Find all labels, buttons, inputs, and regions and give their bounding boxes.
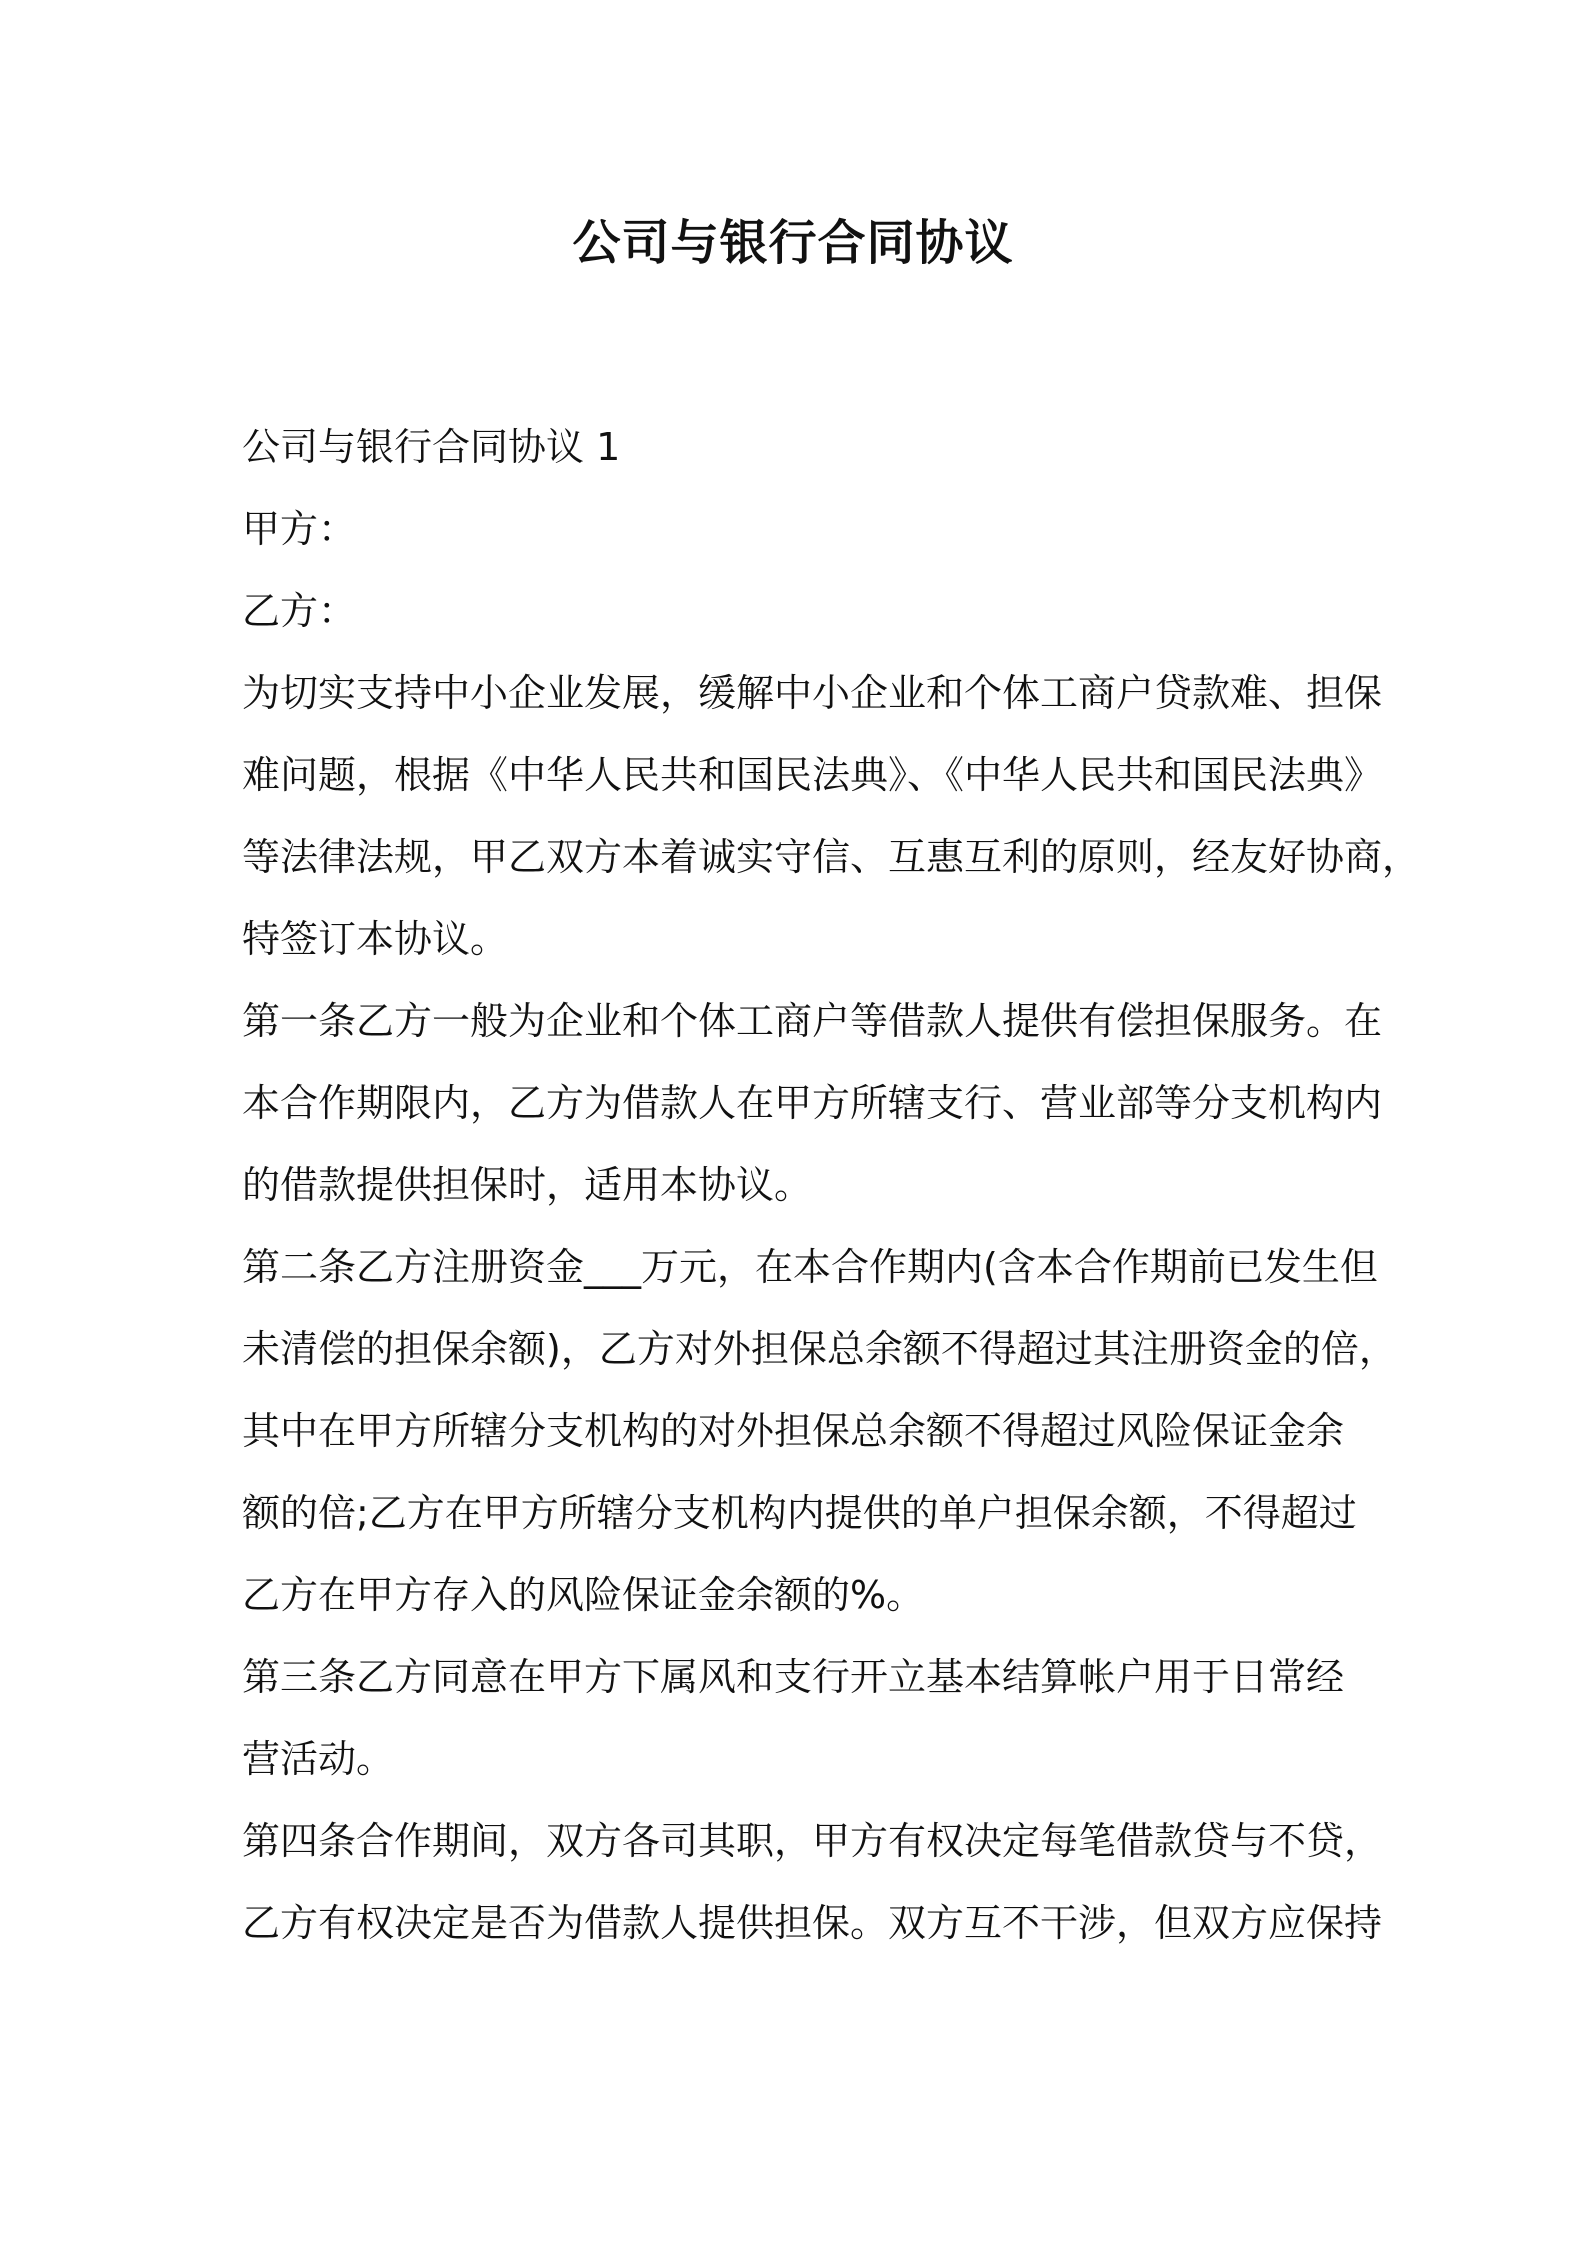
body-line: 额的倍;乙方在甲方所辖分支机构内提供的单户担保余额，不得超过 (242, 1491, 1357, 1535)
body-line: 为切实支持中小企业发展，缓解中小企业和个体工商户贷款难、担保 (242, 671, 1383, 715)
body-line: 营活动。 (242, 1737, 395, 1781)
body-line: 的借款提供担保时，适用本协议。 (242, 1163, 813, 1207)
body-line: 乙方： (242, 589, 357, 633)
body-line: 特签订本协议。 (242, 917, 509, 961)
body-line: 乙方有权决定是否为借款人提供担保。双方互不干涉，但双方应保持 (242, 1901, 1383, 1945)
body-line: 等法律法规，甲乙双方本着诚实守信、互惠互利的原则，经友好协商， (242, 835, 1421, 879)
body-line: 难问题，根据《中华人民共和国民法典》、《中华人民共和国民法典》 (242, 753, 1383, 797)
body-line: 甲方： (242, 507, 357, 551)
body-line: 第二条乙方注册资金___万元，在本合作期内(含本合作期前已发生但 (242, 1245, 1378, 1289)
body-line: 第三条乙方同意在甲方下属风和支行开立基本结算帐户用于日常经 (242, 1655, 1345, 1699)
body-line: 第四条合作期间，双方各司其职，甲方有权决定每笔借款贷与不贷， (242, 1819, 1383, 1863)
body-line: 未清偿的担保余额)，乙方对外担保总余额不得超过其注册资金的倍， (242, 1327, 1397, 1371)
body-line: 乙方在甲方存入的风险保证金余额的%。 (242, 1573, 925, 1617)
body-line: 第一条乙方一般为企业和个体工商户等借款人提供有偿担保服务。在 (242, 999, 1383, 1043)
document-body (242, 406, 1421, 1964)
body-line: 本合作期限内，乙方为借款人在甲方所辖支行、营业部等分支机构内 (242, 1081, 1383, 1125)
body-line: 公司与银行合同协议 1 (242, 425, 621, 469)
body-line: 其中在甲方所辖分支机构的对外担保总余额不得超过风险保证金余 (242, 1409, 1345, 1453)
document-title: 公司与银行合同协议 (572, 215, 1014, 271)
